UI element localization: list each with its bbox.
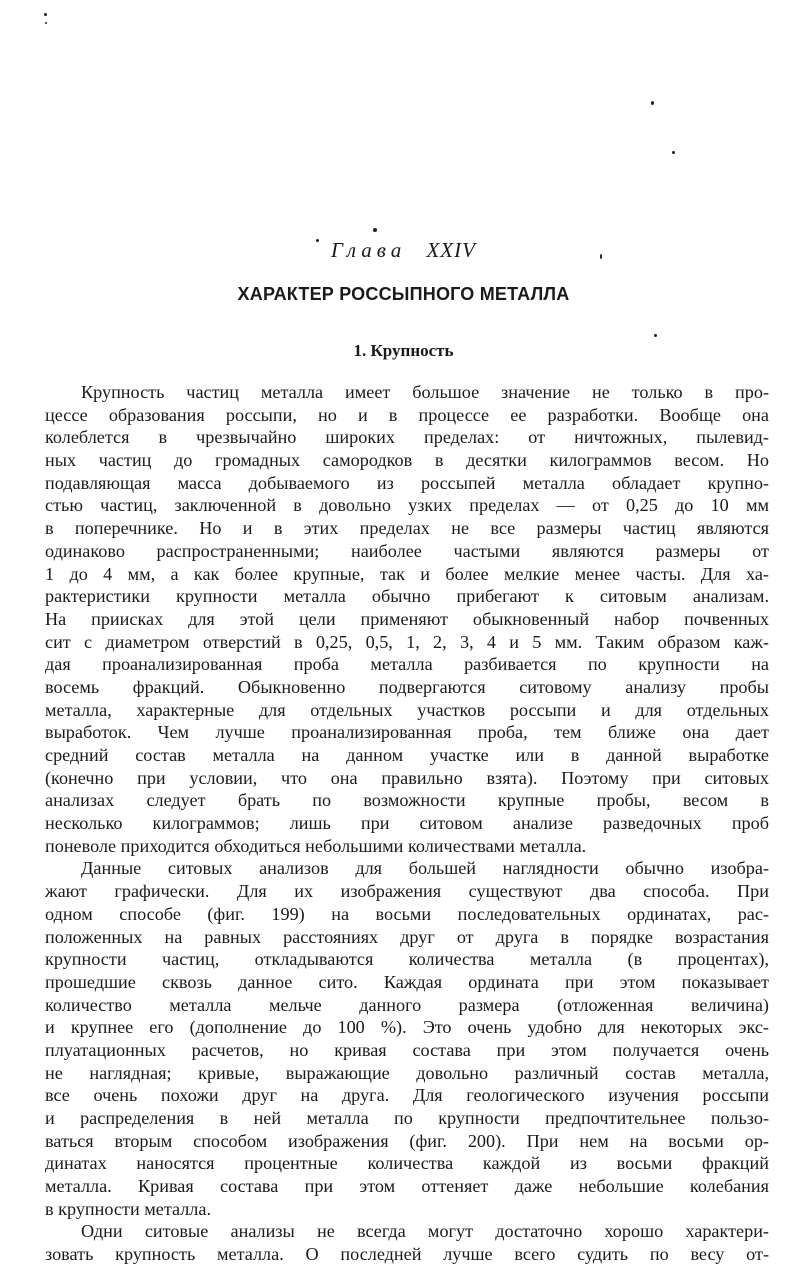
text-line: На приисках для этой цели применяют обыкновенный набор почвенных xyxy=(45,608,769,629)
text-line: 1 до 4 мм, а как более крупные, так и более мелкие менее часты. Для ха- xyxy=(45,563,769,584)
text-line: ных частиц до громадных самородков в десятки килограммов весом. Но xyxy=(45,450,769,471)
text-line: и распределения в ней металла по крупности предпочтительнее пользо- xyxy=(45,1108,769,1128)
body-text xyxy=(45,381,769,1266)
text-line: Крупность частиц металла имеет большое значение не только в про- xyxy=(81,382,769,402)
text-line: в поперечнике. Но и в этих пределах не все размеры частиц являются xyxy=(45,518,769,539)
text-line: (конечно при условии, что она правильно взята). Поэтому при ситовых xyxy=(45,767,769,788)
text-line: динатах наносятся процентные количества каждой из восьми фракций xyxy=(45,1153,769,1174)
text-line: жают графически. Для их изображения существуют два способа. При xyxy=(45,881,769,902)
text-line: сит с диаметром отверстий в 0,25, 0,5, 1, 2, 3, 4 и 5 мм. Таким образом каж- xyxy=(45,631,769,652)
text-line: металла, характерные для отдельных участков россыпи и для отдельных xyxy=(45,699,769,720)
text-line: крупности частиц, откладываются количества металла (в процентах), xyxy=(45,949,769,970)
chapter-heading xyxy=(0,238,807,263)
print-speck xyxy=(44,13,47,16)
text-line: и крупнее его (дополнение до 100 %). Это очень удобно для некоторых экс- xyxy=(45,1017,769,1038)
text-line: зовать крупность металла. О последней лучше всего судить по весу от- xyxy=(45,1244,769,1265)
text-line: Одни ситовые анализы не всегда могут достаточно хорошо характери- xyxy=(81,1221,769,1242)
print-speck xyxy=(672,151,675,154)
text-line: колеблется в чрезвычайно широких пределах: от ничтожных, пылевид- xyxy=(45,427,769,448)
text-line: прошедшие сквозь данное сито. Каждая ордината при этом показывает xyxy=(45,971,769,992)
section-heading: 1. Крупность xyxy=(353,341,454,360)
text-line: стью частиц, заключенной в довольно узких пределах — от 0,25 до 10 мм xyxy=(45,495,769,516)
text-line: ваться вторым способом изображения (фиг. 200). При нем на восьми ор- xyxy=(45,1130,769,1151)
text-line: несколько килограммов; лишь при ситовом анализе разведочных проб xyxy=(45,813,769,834)
text-line: поневоле приходится обходиться небольшими количествами металла. xyxy=(45,835,587,856)
text-line: количество металла мельче данного размера (отложенная величина) xyxy=(45,994,769,1015)
print-speck xyxy=(654,334,657,337)
print-speck xyxy=(651,101,654,105)
text-line: все очень похожи друг на друга. Для геологического изучения россыпи xyxy=(45,1085,769,1106)
chapter-label: Глава xyxy=(331,238,407,262)
print-speck xyxy=(373,228,377,232)
text-line: рактеристики крупности металла обычно прибегают к ситовым анализам. xyxy=(45,586,769,607)
text-line: восемь фракций. Обыкновенно подвергаются ситовому анализу пробы xyxy=(45,676,769,697)
text-line: плуатационных расчетов, но кривая состава при этом получается очень xyxy=(45,1039,769,1060)
text-line: средний состав металла на данном участке или в данной выработке xyxy=(45,745,769,765)
chapter-title: ХАРАКТЕР РОССЫПНОГО МЕТАЛЛА xyxy=(237,284,570,304)
text-line: анализах следует брать по возможности крупные пробы, весом в xyxy=(45,790,769,811)
text-line: подавляющая масса добываемого из россыпей металла обладает крупно- xyxy=(45,472,769,493)
text-line: положенных на равных расстояниях друг от друга в порядке возрастания xyxy=(45,926,769,947)
text-line: дая проанализированная проба металла разбивается по крупности на xyxy=(45,654,769,675)
text-line: одинаково распространенными; наиболее частыми являются размеры от xyxy=(45,540,769,561)
text-line: металла. Кривая состава при этом оттеняет даже небольшие колебания xyxy=(45,1176,769,1197)
text-line: цессе образования россыпи, но и в процессе ее разработки. Вообще она xyxy=(45,404,769,425)
text-line: не наглядная; кривые, выражающие довольно различный состав металла, xyxy=(45,1062,769,1083)
text-line: в крупности металла. xyxy=(45,1198,211,1219)
text-line: одном способе (фиг. 199) на восьми последовательных ординатах, рас- xyxy=(45,903,769,924)
chapter-number: XXIV xyxy=(426,238,476,262)
print-speck xyxy=(45,22,47,24)
text-line: Данные ситовых анализов для большей наглядности обычно изобра- xyxy=(81,858,769,879)
text-line: выработок. Чем лучше проанализированная проба, тем ближе она дает xyxy=(45,722,769,743)
